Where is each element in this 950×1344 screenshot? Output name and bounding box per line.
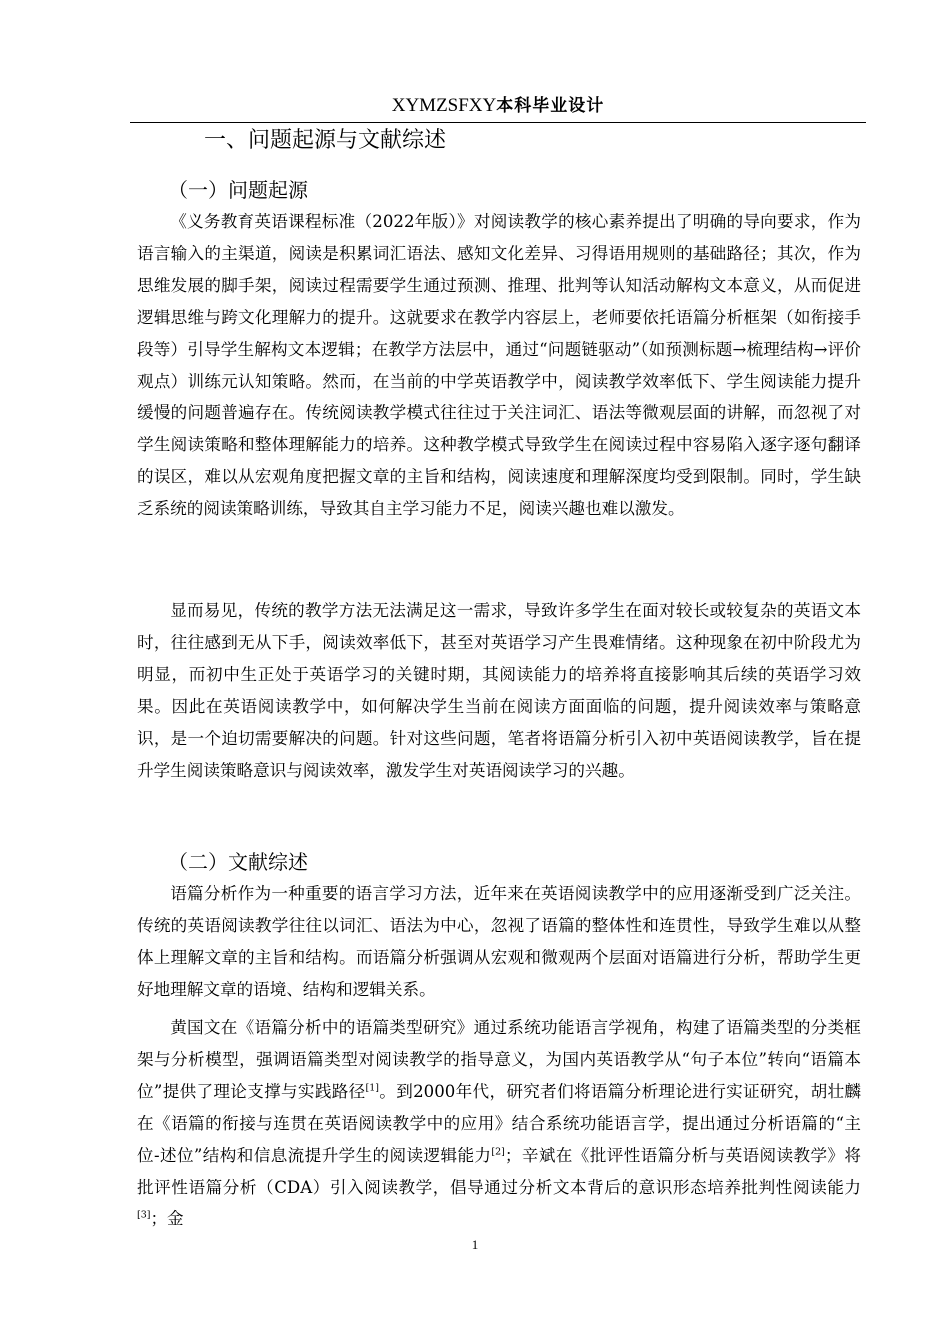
citation-1: [1] — [365, 1082, 379, 1094]
header-latin: XYMZSFXY — [391, 95, 497, 116]
subsection-title-review: （二）文献综述 — [168, 850, 308, 874]
subsection-title-origin: （一）问题起源 — [168, 178, 308, 202]
page-number: 1 — [471, 1237, 479, 1252]
paragraph-review-2-part-a: 黄国文在《语篇分析中的语篇类型研究》通过系统功能语言学视角，构建了语篇类型的分类框架与分析模型，强调语篇类型对阅读教学的指导意义，为国内英语教学从“句子本位”转向“语篇本位”提供了理论支撑与实践路径 — [137, 1018, 861, 1101]
paragraph-review-2-part-b: 。到2000年代，研究者们将语篇分析理论进行实证研究，胡壮麟在《语篇的衔接与连贯在英语阅读教学中的应用》结合系统功能语言学，提出通过分析语篇的“主位-述位”结构和信息流提升学生的阅读逻辑能力 — [137, 1081, 862, 1165]
paragraph-origin-1: 《义务教育英语课程标准（2022年版）》对阅读教学的核心素养提出了明确的导向要求，作为语言输入的主渠道，阅读是积累词汇语法、感知文化差异、习得语用规则的基础路径；其次，作为思维发展的脚手架，阅读过程需要学生通过预测、推理、批判等认知活动解构文本意义，从而促进逻辑思维与跨文化理解力的提升。这就要求在教学内容层上，老师要依托语篇分析框架（如衔接手段等）引导学生解构文本逻辑；在教学方法层中，通过“问题链驱动”（如预测标题→梳理结构→评价观点）训练元认知策略。然而，在当前的中学英语教学中，阅读教学效率低下、学生阅读能力提升缓慢的问题普遍存在。传统阅读教学模式往往过于关注词汇、语法等微观层面的讲解，而忽视了对学生阅读策略和整体理解能力的培养。这种教学模式导致学生在阅读过程中容易陷入逐字逐句翻译的误区，难以从宏观角度把握文章的主旨和结构，阅读速度和理解深度均受到限制。同时，学生缺乏系统的阅读策略训练，导致其自主学习能力不足，阅读兴趣也难以激发。 — [137, 212, 861, 519]
paragraph-review-2-part-d: ；金 — [150, 1209, 184, 1229]
paragraph-origin-2: 显而易见，传统的教学方法无法满足这一需求，导致许多学生在面对较长或较复杂的英语文本时，往往感到无从下手，阅读效率低下，甚至对英语学习产生畏难情绪。这种现象在初中阶段尤为明显，而初中生正处于英语学习的关键时期，其阅读能力的培养将直接影响其后续的英语学习效果。因此在英语阅读教学中，如何解决学生当前在阅读方面面临的问题，提升阅读效率与策略意识，是一个迫切需要解决的问题。针对这些问题，笔者将语篇分析引入初中英语阅读教学，旨在提升学生阅读策略意识与阅读效率，激发学生对英语阅读学习的兴趣。 — [137, 601, 861, 780]
citation-3: [3] — [137, 1209, 151, 1221]
paragraph-review-1: 语篇分析作为一种重要的语言学习方法，近年来在英语阅读教学中的应用逐渐受到广泛关注。传统的英语阅读教学往往以词汇、语法为中心，忽视了语篇的整体性和连贯性，导致学生难以从整体上理解文章的主旨和结构。而语篇分析强调从宏观和微观两个层面对语篇进行分析，帮助学生更好地理解文章的语境、结构和逻辑关系。 — [137, 884, 861, 999]
section-title: 一、问题起源与文献综述 — [204, 128, 447, 153]
page-header — [130, 94, 866, 118]
paragraph-review-2-part-c: ；辛斌在《批评性语篇分析与英语阅读教学》将批评性语篇分析（CDA）引入阅读教学，倡导通过分析文本背后的意识形态培养批判性阅读能力 — [137, 1145, 862, 1197]
header-cn: 本科毕业设计 — [496, 96, 605, 116]
citation-2: [2] — [491, 1146, 505, 1158]
header-rule — [130, 122, 866, 123]
paragraph-review-2 — [137, 1012, 861, 1235]
